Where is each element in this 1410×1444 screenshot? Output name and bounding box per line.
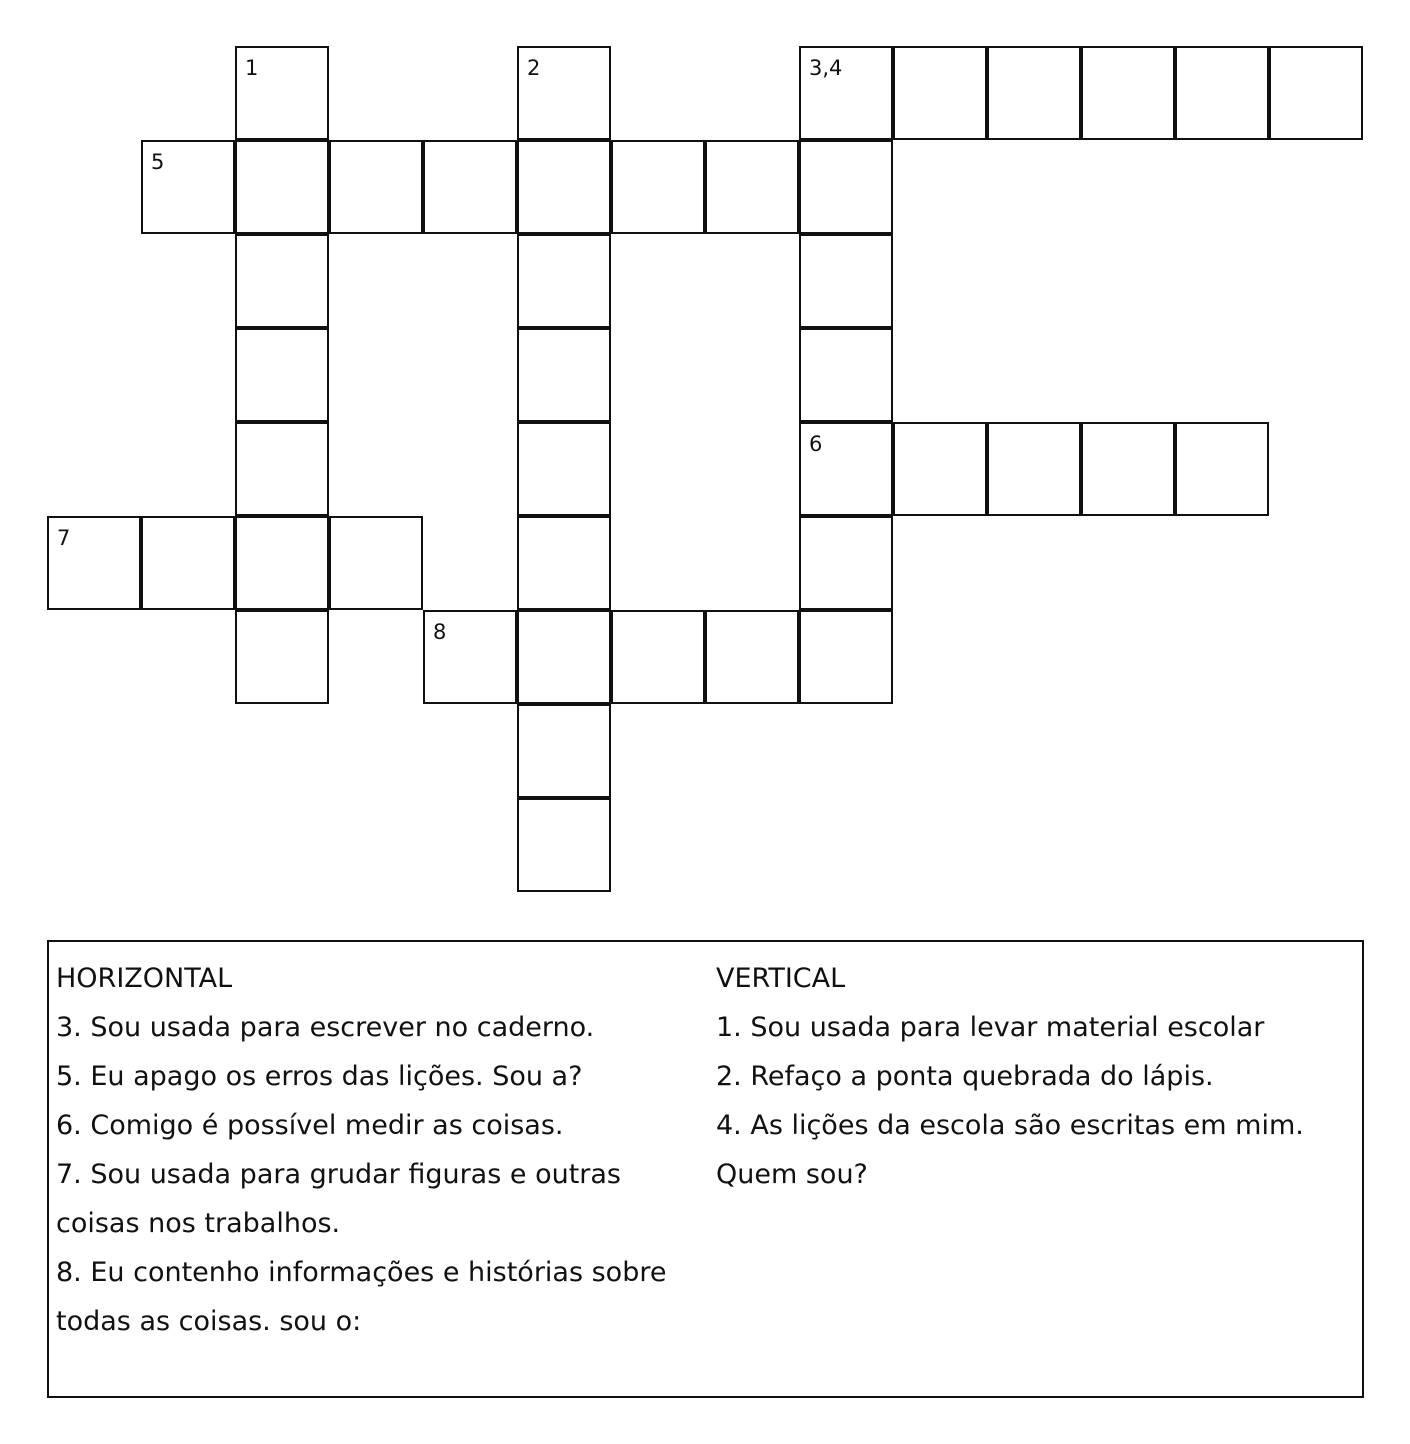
crossword-cell[interactable] [47, 516, 141, 610]
crossword-cell[interactable] [1175, 422, 1269, 516]
crossword-cell[interactable] [799, 422, 893, 516]
crossword-cell[interactable] [799, 46, 893, 140]
horizontal-clues [56, 954, 696, 1346]
horizontal-heading: HORIZONTAL [56, 963, 233, 994]
crossword-cell[interactable] [423, 140, 517, 234]
clue-line: 6. Comigo é possível medir as coisas. [56, 1110, 564, 1141]
clue-line: 4. As lições da escola são escritas em mim. [716, 1110, 1304, 1141]
crossword-cell[interactable] [893, 46, 987, 140]
cell-number: 5 [151, 150, 165, 174]
crossword-cell[interactable] [1081, 422, 1175, 516]
cell-number: 6 [809, 432, 823, 456]
crossword-cell[interactable] [611, 610, 705, 704]
clue-line: 5. Eu apago os erros das lições. Sou a? [56, 1061, 583, 1092]
clue-line: 8. Eu contenho informações e histórias sobre [56, 1257, 667, 1288]
cell-number: 8 [433, 620, 447, 644]
crossword-cell[interactable] [141, 140, 235, 234]
vertical-clues [716, 954, 1356, 1199]
crossword-cell[interactable] [235, 422, 329, 516]
crossword-cell[interactable] [235, 140, 329, 234]
crossword-cell[interactable] [1269, 46, 1363, 140]
cell-number: 3,4 [809, 56, 843, 80]
crossword-cell[interactable] [705, 610, 799, 704]
clue-line: 1. Sou usada para levar material escolar [716, 1012, 1265, 1043]
cell-number: 7 [57, 526, 71, 550]
crossword-cell[interactable] [893, 422, 987, 516]
clue-box [47, 940, 1364, 1398]
vertical-heading: VERTICAL [716, 963, 846, 994]
crossword-cell[interactable] [799, 140, 893, 234]
crossword-cell[interactable] [1081, 46, 1175, 140]
crossword-cell[interactable] [517, 422, 611, 516]
crossword-cell[interactable] [423, 610, 517, 704]
clue-line: 3. Sou usada para escrever no caderno. [56, 1012, 595, 1043]
crossword-cell[interactable] [235, 328, 329, 422]
crossword-cell[interactable] [517, 610, 611, 704]
crossword-cell[interactable] [517, 46, 611, 140]
crossword-cell[interactable] [799, 234, 893, 328]
crossword-cell[interactable] [329, 516, 423, 610]
clue-line: coisas nos trabalhos. [56, 1208, 341, 1239]
crossword-cell[interactable] [235, 516, 329, 610]
clue-line: 7. Sou usada para grudar figuras e outras [56, 1159, 621, 1190]
crossword-cell[interactable] [987, 46, 1081, 140]
clue-line: 2. Refaço a ponta quebrada do lápis. [716, 1061, 1214, 1092]
crossword-cell[interactable] [517, 704, 611, 798]
crossword-cell[interactable] [329, 140, 423, 234]
crossword-cell[interactable] [705, 140, 799, 234]
crossword-cell[interactable] [987, 422, 1081, 516]
crossword-cell[interactable] [517, 234, 611, 328]
cell-number: 2 [527, 56, 541, 80]
crossword-cell[interactable] [799, 328, 893, 422]
crossword-cell[interactable] [141, 516, 235, 610]
crossword-cell[interactable] [799, 516, 893, 610]
crossword-cell[interactable] [799, 610, 893, 704]
clue-line: todas as coisas. sou o: [56, 1306, 362, 1337]
cell-number: 1 [245, 56, 259, 80]
crossword-cell[interactable] [235, 46, 329, 140]
crossword-cell[interactable] [235, 234, 329, 328]
crossword-cell[interactable] [517, 516, 611, 610]
crossword-cell[interactable] [611, 140, 705, 234]
crossword-cell[interactable] [517, 140, 611, 234]
crossword-cell[interactable] [1175, 46, 1269, 140]
clue-line: Quem sou? [716, 1159, 868, 1190]
crossword-cell[interactable] [517, 328, 611, 422]
crossword-cell[interactable] [517, 798, 611, 892]
crossword-cell[interactable] [235, 610, 329, 704]
